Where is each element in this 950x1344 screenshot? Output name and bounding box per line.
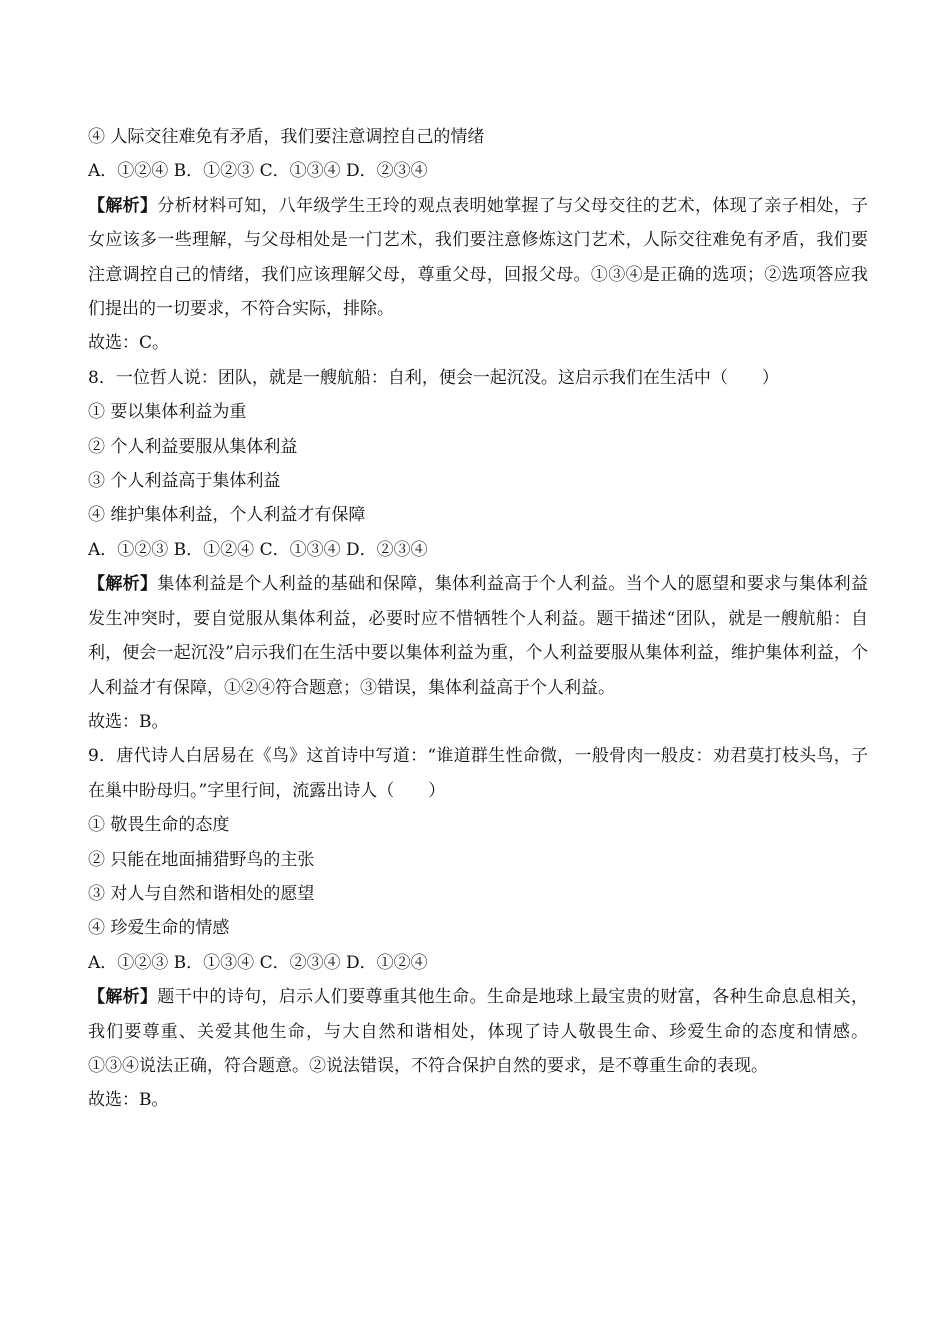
q7-analysis-tag: 【解析】 xyxy=(88,195,158,216)
q8-option-4: ④ 维护集体利益，个人利益才有保障 xyxy=(88,505,366,526)
q7-analysis xyxy=(88,189,868,327)
q8-option-3: ③ 个人利益高于集体利益 xyxy=(88,471,281,492)
q7-option-4: ④ 人际交往难免有矛盾，我们要注意调控自己的情绪 xyxy=(88,127,485,147)
question-8 xyxy=(88,361,868,739)
q9-choices: A．①②③ B．①③④ C．②③④ D．①②④ xyxy=(88,952,428,973)
q8-option-2: ② 个人利益要服从集体利益 xyxy=(88,436,298,457)
q9-option-4: ④ 珍爱生命的情感 xyxy=(88,918,230,939)
q7-choices: A．①②④ B．①②③ C．①③④ D．②③④ xyxy=(88,161,428,182)
q9-stem: 9．唐代诗人白居易在《鸟》这首诗中写道：“谁道群生性命微，一般骨肉一般皮：劝君莫打枝头鸟，子在巢中盼母归。”字里行间，流露出诗人（ ） xyxy=(88,746,868,801)
question-7-tail xyxy=(88,120,868,361)
document-page xyxy=(88,120,868,1118)
q8-answer: 故选：B。 xyxy=(88,711,169,732)
q9-analysis-tag: 【解析】 xyxy=(88,987,158,1008)
q9-answer: 故选：B。 xyxy=(88,1090,169,1111)
q9-analysis-text: 题干中的诗句，启示人们要尊重其他生命。生命是地球上最宝贵的财富，各种生命息息相关，我们要尊重、关爱其他生命，与大自然和谐相处，体现了诗人敬畏生命、珍爱生命的态度和情感。①③④说法正确，符合题意。②说法错误，不符合保护自然的要求，是不尊重生命的表现。 xyxy=(88,987,869,1076)
q7-answer: 故选：C。 xyxy=(88,333,170,354)
question-9 xyxy=(88,739,868,1117)
q9-option-3: ③ 对人与自然和谐相处的愿望 xyxy=(88,883,315,904)
q8-analysis-text: 集体利益是个人利益的基础和保障，集体利益高于个人利益。当个人的愿望和要求与集体利益发生冲突时，要自觉服从集体利益，必要时应不惜牺牲个人利益。题干描述“团队，就是一艘航船：自利，便会一起沉没”启示我们在生活中要以集体利益为重，个人利益要服从集体利益，维护集体利益，个人利益才有保障，①②④符合题意；③错误，集体利益高于个人利益。 xyxy=(88,574,869,698)
q8-option-1: ① 要以集体利益为重 xyxy=(88,402,247,423)
q8-analysis-tag: 【解析】 xyxy=(88,574,158,595)
q9-option-2: ② 只能在地面捕猎野鸟的主张 xyxy=(88,849,315,870)
q8-analysis xyxy=(88,567,868,705)
q7-analysis-text: 分析材料可知，八年级学生王玲的观点表明她掌握了与父母交往的艺术，体现了亲子相处，子女应该多一些理解，与父母相处是一门艺术，我们要注意修炼这门艺术，人际交往难免有矛盾，我们要注意调控自己的情绪，我们应该理解父母，尊重父母，回报父母。①③④是正确的选项；②选项答应我们提出的一切要求，不符合实际，排除。 xyxy=(88,195,869,320)
q8-stem: 8．一位哲人说：团队，就是一艘航船：自利，便会一起沉没。这启示我们在生活中（ ） xyxy=(88,367,779,388)
q8-choices: A．①②③ B．①②④ C．①③④ D．②③④ xyxy=(88,539,428,560)
q9-analysis xyxy=(88,980,868,1083)
q9-option-1: ① 敬畏生命的态度 xyxy=(88,815,230,836)
